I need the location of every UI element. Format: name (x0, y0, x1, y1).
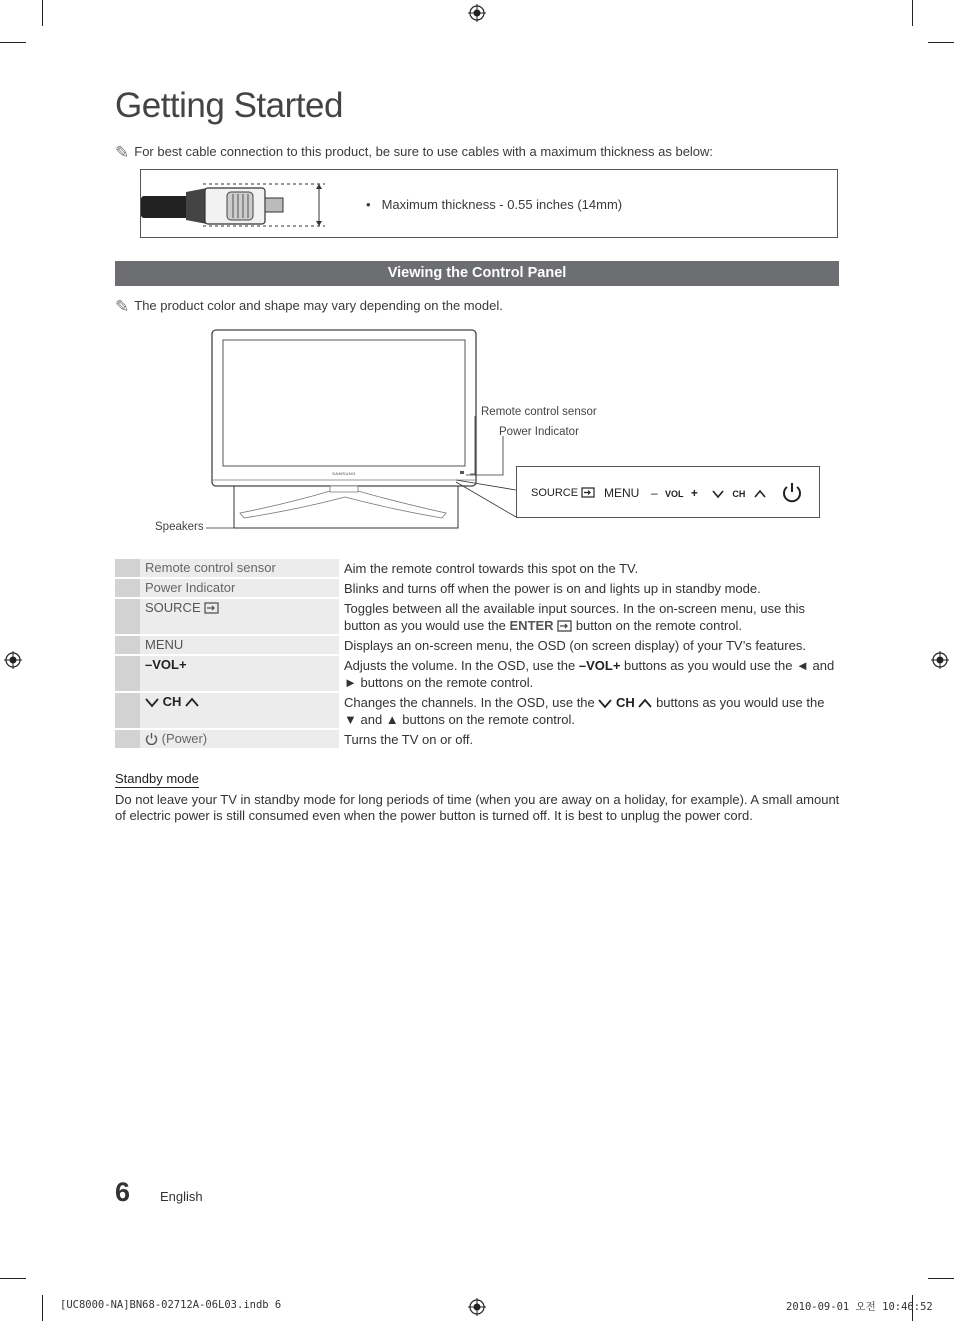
cable-thickness-text: Maximum thickness - 0.55 inches (14mm) (381, 197, 623, 212)
chevron-down-icon (712, 489, 724, 499)
control-name-text: SOURCE (145, 600, 201, 615)
control-description (339, 656, 839, 691)
controls-table (115, 557, 839, 750)
tv-brand-text: SAMSUNG (332, 471, 356, 476)
panel-source-label: SOURCE (531, 487, 579, 499)
crop-mark (0, 1278, 26, 1279)
cable-connector-icon (141, 174, 341, 234)
ch-inline-text: CH (616, 695, 635, 710)
control-panel-box (516, 466, 820, 518)
ch-inline-icon (598, 695, 656, 710)
control-description: Aim the remote control towards this spot on the TV. (344, 561, 639, 576)
note-pencil-icon: ✎ (115, 143, 130, 162)
source-input-icon (581, 487, 595, 498)
control-description-text: Toggles between all the available input sources. In the on-screen menu, use this button as you would use the (344, 601, 806, 633)
minus-icon: – (578, 658, 587, 673)
standby-heading: Standby mode (115, 771, 199, 786)
model-note (115, 297, 503, 317)
cable-note-text: For best cable connection to this product, be sure to use cables with a maximum thickness as below: (134, 144, 714, 159)
panel-ch-label: CH (732, 489, 746, 499)
section-header: Viewing the Control Panel (115, 261, 839, 286)
panel-vol-control[interactable] (651, 486, 698, 500)
control-name: Remote control sensor (140, 559, 339, 577)
source-input-icon (204, 602, 219, 614)
control-name (140, 730, 339, 748)
control-description: Displays an on-screen menu, the OSD (on screen display) of your TV’s features. (344, 638, 806, 653)
plus-icon: + (612, 658, 621, 673)
plus-icon: + (178, 657, 187, 672)
note-pencil-icon: ✎ (115, 297, 130, 316)
table-row (115, 559, 839, 577)
registration-mark-icon (4, 651, 22, 669)
chevron-up-icon (754, 489, 766, 499)
crop-mark (42, 0, 43, 26)
control-name: Power Indicator (140, 579, 339, 597)
control-description-text: buttons as you would use the ◄ and ► buttons on the remote control. (344, 658, 835, 690)
panel-source-button[interactable] (531, 487, 595, 499)
cable-note (115, 143, 713, 163)
crop-mark (42, 1295, 43, 1321)
control-description (339, 693, 839, 728)
control-description (339, 599, 839, 634)
table-row (115, 579, 839, 597)
model-note-text: The product color and shape may vary depending on the model. (134, 298, 503, 313)
control-name (140, 656, 339, 691)
page-language: English (160, 1189, 203, 1204)
control-name-text: CH (162, 694, 182, 709)
tv-screen (223, 340, 465, 466)
tv-stand (240, 491, 446, 518)
control-description-text: button on the remote control. (575, 618, 743, 633)
chevron-up-icon (638, 698, 652, 709)
control-name-text: VOL (152, 657, 179, 672)
vol-inline-text: VOL (586, 658, 613, 673)
registration-mark-icon (468, 4, 486, 22)
crop-mark (928, 1278, 954, 1279)
enter-icon (557, 620, 572, 632)
tv-sensor (460, 471, 464, 474)
table-row (115, 730, 839, 748)
minus-icon: – (145, 657, 153, 672)
control-name: MENU (140, 636, 339, 654)
minus-icon: – (651, 486, 658, 500)
control-description-text: buttons as you would use the ▼ and ▲ buttons on the remote control. (344, 695, 825, 727)
panel-ch-control[interactable] (712, 486, 766, 500)
control-description: Blinks and turns off when the power is on and lights up in standby mode. (344, 581, 761, 596)
power-indicator-label: Power Indicator (499, 426, 579, 438)
chevron-down-icon (598, 698, 612, 709)
table-row (115, 693, 839, 728)
bullet-icon: • (366, 197, 371, 212)
panel-power-button[interactable] (781, 481, 803, 503)
crop-mark (0, 42, 26, 43)
chevron-down-icon (145, 697, 159, 708)
control-name (140, 693, 339, 728)
table-row (115, 599, 839, 634)
enter-text: ENTER (509, 618, 554, 633)
chevron-up-icon (185, 697, 199, 708)
registration-mark-icon (931, 651, 949, 669)
footer-timestamp: 2010-09-01 오전 10:46:52 (786, 1301, 933, 1313)
plus-icon: + (690, 486, 698, 500)
control-description: Turns the TV on or off. (344, 732, 474, 747)
page-number: 6 (115, 1177, 131, 1207)
footer-file: [UC8000-NA]BN68-02712A-06L03.indb 6 (60, 1299, 282, 1311)
crop-mark (928, 42, 954, 43)
table-row (115, 656, 839, 691)
control-name-text: (Power) (161, 731, 208, 746)
remote-sensor-label: Remote control sensor (481, 406, 597, 418)
page-title: Getting Started (115, 86, 343, 125)
control-description-text: Changes the channels. In the OSD, use the (344, 695, 595, 710)
control-name (140, 599, 339, 634)
control-description-text: Adjusts the volume. In the OSD, use the (344, 658, 576, 673)
standby-text: Do not leave your TV in standby mode for long periods of time (when you are away on a holiday, for example). A small amount of electric power is still consumed even when the power button is turned off. It is best to unplug the power cord. (115, 792, 840, 823)
crop-mark (912, 0, 913, 26)
power-icon (145, 732, 158, 745)
vol-inline-icon (579, 658, 621, 673)
registration-mark-icon (468, 1298, 486, 1316)
panel-vol-label: VOL (665, 489, 684, 499)
cable-thickness-bullet (366, 197, 622, 212)
panel-menu-button[interactable]: MENU (604, 486, 640, 500)
speakers-label: Speakers (155, 521, 204, 533)
table-row (115, 636, 839, 654)
